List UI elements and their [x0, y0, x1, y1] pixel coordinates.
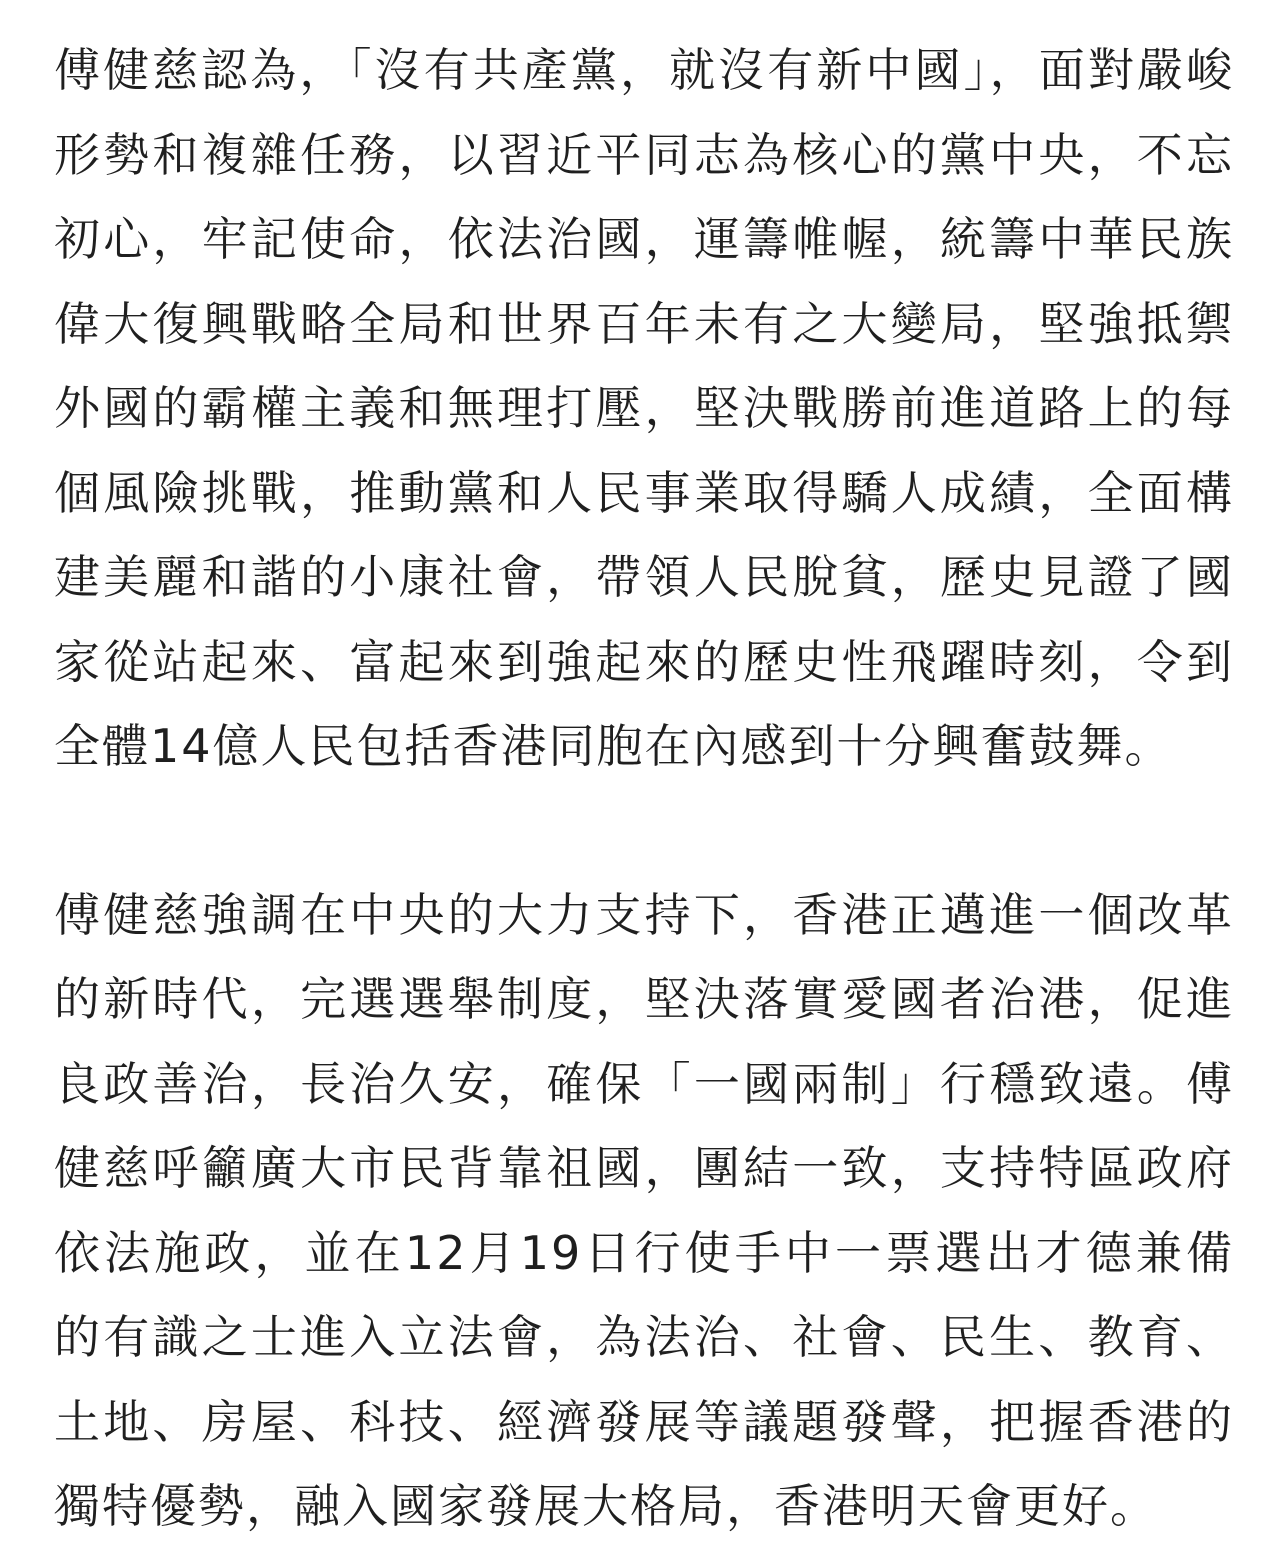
article-paragraph: 傅健慈認為，「沒有共產黨，就沒有新中國」，面對嚴峻形勢和複雜任務，以習近平同志為核心的黨中央，不忘初心，牢記使命，依法治國，運籌帷幄，統籌中華民族偉大復興戰略全局和世界百年未有之大變局，堅強抵禦外國的霸權主義和無理打壓，堅決戰勝前進道路上的每個風險挑戰，推動黨和人民事業取得驕人成績，全面構建美麗和諧的小康社會，帶領人民脫貧，歷史見證了國家從站起來、富起來到強起來的歷史性飛躍時刻，令到全體14億人民包括香港同胞在內感到十分興奮鼓舞。	[54, 43, 1234, 773]
article-paragraph: 傅健慈強調在中央的大力支持下，香港正邁進一個改革的新時代，完選選舉制度，堅決落實愛國者治港，促進良政善治，長治久安，確保「一國兩制」行穩致遠。傅健慈呼籲廣大市民背靠祖國，團結一致，支持特區政府依法施政，並在12月19日行使手中一票選出才德兼備的有識之士進入立法會，為法治、社會、民生、教育、土地、房屋、科技、經濟發展等議題發聲，把握香港的獨特優勢，融入國家發展大格局，香港明天會更好。	[54, 887, 1234, 1533]
article-body	[54, 28, 1234, 1549]
